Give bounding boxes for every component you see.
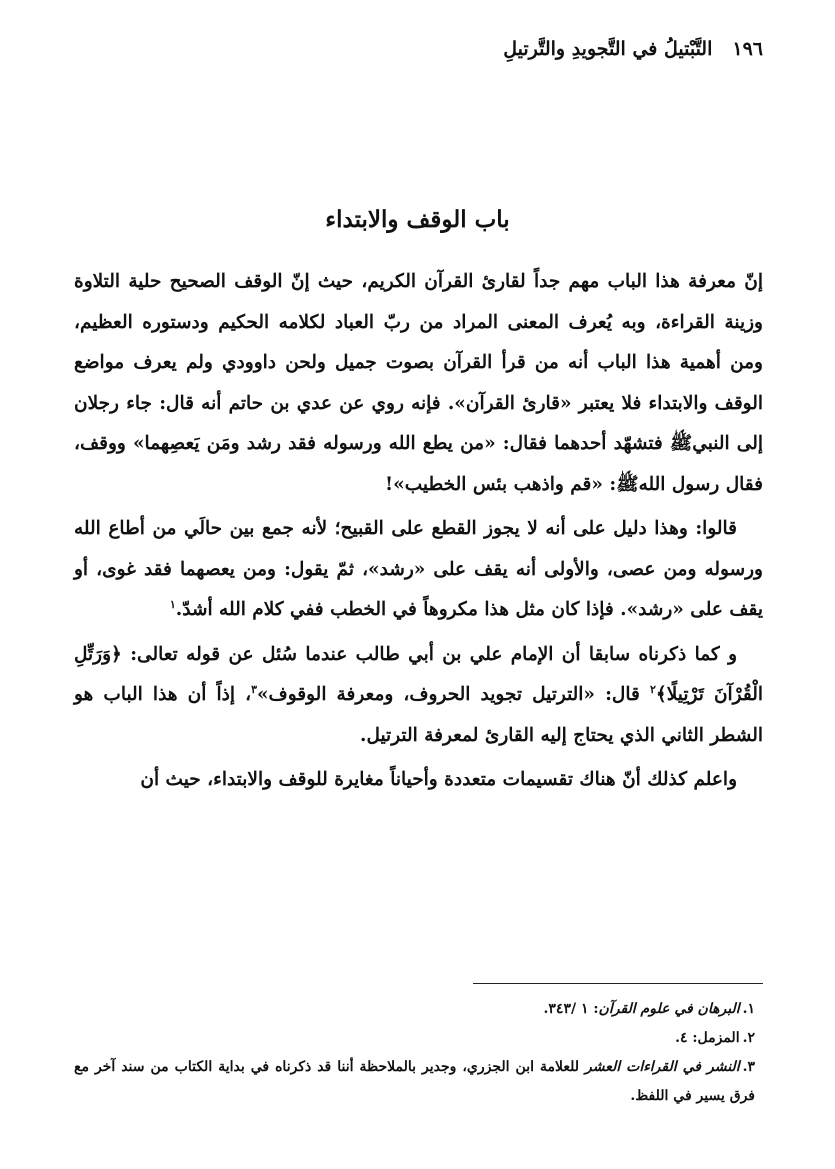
paragraph-3-text-c: ، إذاً أن هذا الباب هو الشطر الثاني الذي يحتاج إليه القارئ لمعرفة الترتيل. xyxy=(74,684,763,746)
footnote-ref-1[interactable]: ١ xyxy=(169,597,176,611)
body-text xyxy=(74,262,763,805)
footnote-1 xyxy=(74,995,755,1024)
paragraph-3-text-b: قال: «الترتيل تجويد الحروف، ومعرفة الوقوف» xyxy=(256,684,650,705)
footnote-1-text: : ١ /٣٤٣. xyxy=(543,1001,599,1017)
footnote-2-text: المزمل: ٤. xyxy=(675,1030,740,1046)
section-title: باب الوقف والابتداء xyxy=(325,206,510,233)
footnote-divider xyxy=(473,983,763,984)
footnote-ref-3[interactable]: ٣ xyxy=(251,682,257,696)
running-head xyxy=(503,38,763,60)
footnote-2 xyxy=(74,1024,755,1053)
footnote-3-book: النشر في القراءات العشر xyxy=(585,1059,740,1075)
footnote-2-number: ٢. xyxy=(742,1030,755,1046)
paragraph-3-text-a: و كما ذكرناه سابقا أن الإمام علي بن أبي طالب عندما سُئل عن قوله تعالى: ﴿وَرَتِّلِ الْقُرْآنَ تَرْتِيلًا﴾ xyxy=(74,643,764,705)
footnotes xyxy=(74,995,755,1111)
paragraph-1 xyxy=(74,262,763,505)
page-number: ١٩٦ xyxy=(732,38,763,60)
paragraph-2 xyxy=(74,509,763,631)
paragraph-2-text: قالوا: وهذا دليل على أنه لا يجوز القطع على القبيح؛ لأنه جمع بين حالَي من أطاع الله ورسوله ومن عصى، والأولى أنه يقف على «رشد»، ثمّ يقول: ومن يعصهما فقد غوى، أو يقف على «رشد». فإذا كان مثل هذا مكروهاً في الخطب ففي كلام الله أشدّ. xyxy=(74,518,763,620)
footnote-3 xyxy=(74,1053,755,1111)
paragraph-4 xyxy=(74,760,763,801)
paragraph-3 xyxy=(74,635,763,757)
footnote-1-number: ١. xyxy=(742,1001,755,1017)
footnote-ref-2[interactable]: ٢ xyxy=(649,682,656,696)
footnote-1-book: البرهان في علوم القرآن xyxy=(598,1001,740,1017)
paragraph-1-text: إنّ معرفة هذا الباب مهم جداً لقارئ القرآن الكريم، حيث إنّ الوقف الصحيح حلية التلاوة وزينة القراءة، وبه يُعرف المعنى المراد من ربّ العباد لكلامه الحكيم ودستوره العظيم، ومن أهمية هذا الباب أنه من قرأ القرآن بصوت جميل ولحن داوودي ولم يعرف مواضع الوقف والابتداء فلا يعتبر «قارئ القرآن». فإنه روي عن عدي بن حاتم أنه قال: جاء رجلان إلى النبيﷺ فتشهّد أحدهما فقال: «من يطع الله ورسوله فقد رشد ومَن يَعصِهما» ووقف، فقال رسول اللهﷺ: «قم واذهب بئس الخطيب»! xyxy=(74,271,763,495)
footnote-3-number: ٣. xyxy=(742,1059,755,1075)
book-title: التَّبْتيلُ في التَّجويدِ والتَّرتيلِ xyxy=(503,38,713,60)
paragraph-4-text: واعلم كذلك أنّ هناك تقسيمات متعددة وأحياناً مغايرة للوقف والابتداء، حيث أن xyxy=(140,769,737,790)
footnote-3-text: للعلامة ابن الجزري، وجدير بالملاحظة أننا قد ذكرناه في بداية الكتاب من سند آخر مع فرق يسير في اللفظ. xyxy=(74,1059,755,1104)
